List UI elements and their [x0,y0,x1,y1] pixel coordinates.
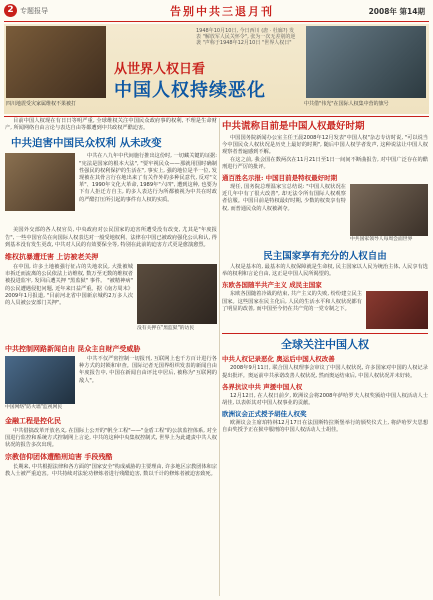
feature-subtitle: 从世界人权日看 [114,62,206,77]
left-paragraph-1: 中共在八九年中代间施行推出这份时, 一切藏关键的证据: "宪法是国家的根本大法", "要牢视民众——那就用国时确制性强民的权利保护的生活在", 事实上, 强的地位是半一位, 发现被在其骨言行在地出来了有关作外的多种民意代, 反对"文革"、1990年文化大革命, 1989年"六四", 遭到这种, 也要为下有人拒迁方自主, 的多人表达行为所都被视为中共在时政的严酷打压所引起的事件有人权的实质。 [79,153,217,203]
right-photo-0-caption: 中共国家领导人每周会面世界 [350,237,413,243]
left-column [5,118,217,478]
right-paragraph-6: 2008年9月11日, 联合国人权理事会审议了中国人权状况, 许多国家对中国的人权记录提出批评。奥运前中共承诺改善人权状况, 然而奥运结束后, 中国人权状况并未好转。 [222,365,428,379]
right-heading-2: 通百胜名示报: 中国目前是特权最好时期 [222,174,338,183]
right-heading-8: 欧洲议会正式授予胡佳人权奖 [222,410,307,419]
right-paragraph-3: 现任, 国务院总理温家宝总结说: "中国人权状况在近几年中有了很大改善", 却无法令所有国际人权观察者信服。中国目前是特权最好时期, 少数的权贵享有特权, 而普通民众的人权被剥夺。 [222,184,346,212]
page-number-badge: 2 [4,4,17,17]
right-photo-1 [366,291,428,329]
left-heading-1: 中共迫害中国民众权利 从未改变 [11,137,162,150]
right-paragraph-4: 人权是基本的, 最基本的人权保障就是生命权, 民主国家以人民为统治主体, 人民享有选举的权利和言论自由, 这正是中国人民所渴望的。 [222,264,428,278]
feature-banner [4,24,429,114]
column-divider [219,118,220,596]
issue-number: 2008年 第14期 [368,7,425,16]
right-heading-6: 中共人权记录恶化 奥运后中国人权改善 [222,355,335,364]
right-heading-7: 各界抗议中共 声援中国人权 [222,382,303,391]
right-heading-5: 全球关注中国人权 [281,338,369,352]
left-heading-4: 金融工程是控化民 [5,416,61,426]
left-paragraph-5: 中共借搞改革开放名义, 在国际上公开的"帆全工程"——"金盾工程"的公款监控体系, 对全国进行监控和系统方式控制网上言论, 中共的这种中央集权控制式, 世界上为此谴责中共人权状况的报告多次出现。 [5,428,217,449]
header-rule [4,21,429,22]
section-label: 专题报导 [20,7,48,15]
banner-caption-left: 四川地震受灾家属维权不果被打 [6,101,77,107]
left-paragraph-6: 长期来, 中共根据法律和各方面的"国家安全"构成威胁的主要理由, 许多地区宗教团体和宗教人士被严重迫害。中共持续对法轮功修炼者进行残酷迫害, 数以千计的修炼者被迫害致死。 [5,463,217,477]
right-heading-4: 东欧各国随半共产主义 成民主国家 [222,281,322,290]
right-paragraph-2: 在这之前, 我会国在数两次在11月21日至1日一间间不断曲报告, 对中国广泛存在的酷刑进行严厉的批评。 [222,156,428,170]
left-heading-5: 宗教信仰团体遭酷刑迫害 手段残酷 [5,451,113,461]
left-photo-2 [5,356,75,404]
masthead-title: 告别中共三退月刊 [170,5,274,18]
left-photo-2-caption: 中国网络"防火墙"监视网民 [5,405,63,411]
intro-paragraph: 目前中国人权现在有日日等明严重, 全球维权关注中国民众政府事的权利, 不理是生命财产, 所闻网络自由言论与表达自由等都遭到中共政权严酷迫害。 [5,118,217,132]
banner-photo-left [6,26,106,98]
right-paragraph-8: 欧洲议会主席珀特林12月17日在法国斯特拉斯堡举行的颁奖仪式上, 将萨哈罗夫思想自由奖授予正在狱中服刑的中国人权活动人士胡佳。 [222,420,428,434]
left-paragraph-4: 中共不仅严密控制一切报刊, 互联网上也千方百计进行各种方式的封锁和审查。国际记者无国界组织发表的新闻自由年度报告中, 中国在新闻自由评比中居后, 被称为"互联网的敌人"。 [79,356,217,384]
feature-title: 中国人权持续恶化 [114,80,266,101]
right-photo-0 [350,184,428,236]
right-divider [222,333,428,334]
banner-bottom-rule [4,116,429,117]
right-paragraph-5: 东欧各国随着冷战的结束, 共产主义的失败, 纷纷建立民主国家。这些国家在民主化后, 人民的生活水平和人权状况都有了明显的改善, 而中国至今仍在共产党的一党专制之下。 [222,291,362,312]
left-photo-1 [137,264,217,324]
banner-caption-right: 中共借"伟光"在国际人权集中营的旗号 [304,101,389,107]
left-photo-1-caption: 没有关押在"黑监狱"的访民 [137,326,195,332]
right-paragraph-7: 12月12日, 在人权日前夕, 欧洲议会将2008年萨哈罗夫人权奖颁给中国人权活动人士胡佳, 以表彰其对中国人权事业的贡献。 [222,392,428,407]
page-header [0,0,433,22]
banner-quote: 1948年10月10日, 今日西川 (唐 · 杜廊?) 发表 "解放军人民关怀令", 张为一次无差别的逆袭 "声称于1948年12月10日 "世界人权日" [196,28,296,46]
right-paragraph-1: 中国国务院新闻办公室主任王晨2008年12月发表"中国人权"杂志专访时说, "可以说当今中国民众人权状况是历史上最好的时期", 随后中国人权学者发声, 这种说法让中国人权观察者普遍感到不解。 [222,135,428,156]
left-paragraph-3: 在中国, 许多土地被强行征占的失地农民, 大批被城市拆迁而流离的公民依法上访维权, 数万至无数的维权者被投进监牢, 发回后遭关押 "黑监狱" 事件。 "被精神病" 的公民遭遇侵犯问题, 近年来日益严重。据《南方周末》2009年1月报道, "目前河北省中国新京城约2万多人次的人员被公安部门关押"。 [5,264,133,307]
left-paragraph-2: 美国外交部的各人权官员, 中央政府对公民国家的迫害所遭受没有改变, 尤其是"年度报告", 一些中国官员在向国际人权表达对一般受地权利、法律在中国已被政府强化公认和认, 得到基本没有发生更改, 中共对人民的有效要保全等, 特别在此前的迫害方式更是愈演愈烈。 [5,227,217,248]
left-heading-3: 中共控制网路新闻自由 昆众主自财产受威胁 [5,344,141,354]
left-heading-2: 维权抗暴遭迁害 上访被老关押 [5,252,99,262]
right-column [222,118,428,435]
banner-photo-right [306,26,426,98]
left-photo-0 [5,153,75,211]
right-heading-3: 民主国家享有充分的人权自由 [263,251,387,263]
right-heading-1: 中共谎称目前是中国人权最好时期 [222,121,365,132]
